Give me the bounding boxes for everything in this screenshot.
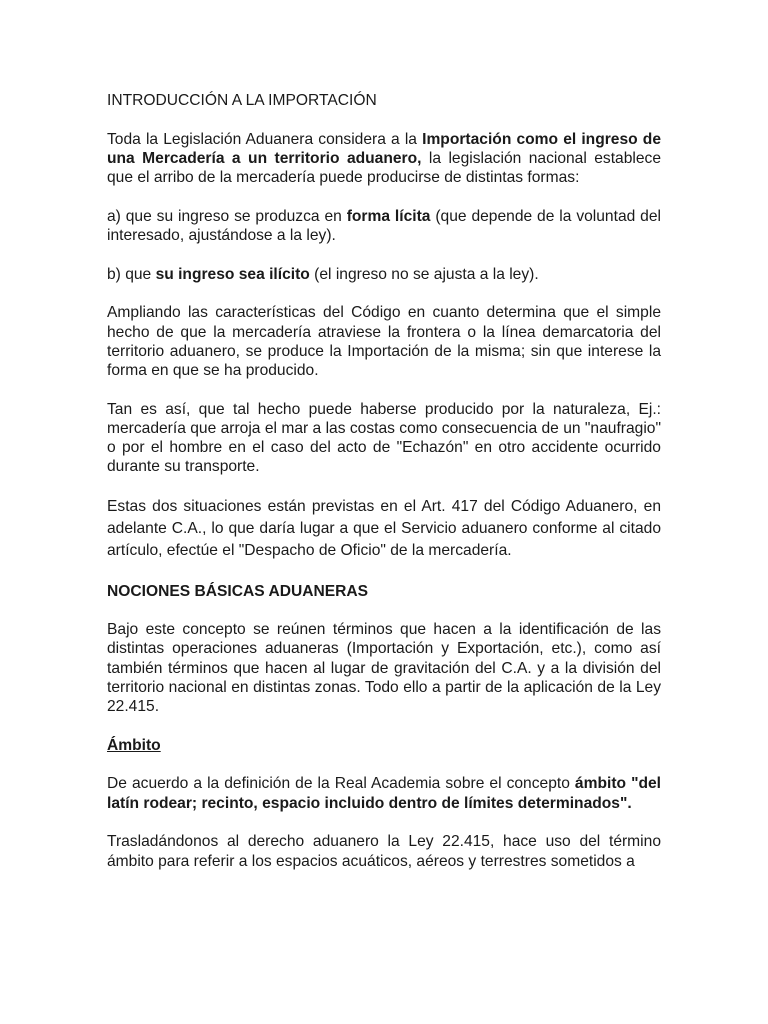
paragraph-art-417: Estas dos situaciones están previstas en el Art. 417 del Código Aduanero, en adelante C.A., lo que daría lugar a que el Servicio aduanero conforme al citado artículo, efectúe el "Despacho de Oficio" de la mercadería. <box>107 498 661 560</box>
document-title: INTRODUCCIÓN A LA IMPORTACIÓN <box>107 92 377 109</box>
document-page <box>107 91 661 890</box>
section-heading-text: NOCIONES BÁSICAS ADUANERAS <box>107 582 369 600</box>
bold-text: ámbito "del latín rodear; recinto, espacio incluido dentro de límites determinados". <box>107 775 661 812</box>
paragraph-importacion-definicion <box>107 130 661 188</box>
subheading <box>107 736 661 755</box>
paragraph-ampliando: Ampliando las características del Código en cuanto determina que el simple hecho de que la mercadería atraviese la frontera o la línea demarcatoria del territorio aduanero, se produce la Importación de la misma; sin que interese la forma en que se ha producido. <box>107 304 661 380</box>
paragraph-text: (que depende de la voluntad del interesado, ajustándose a la ley). <box>107 207 661 245</box>
paragraph-trasladandonos: Trasladándonos al derecho aduanero la Ley 22.415, hace uso del término ámbito para referir a los espacios acuáticos, aéreos y terrestres sometidos a <box>107 833 661 870</box>
paragraph-ingreso-ilicito <box>107 265 661 284</box>
bold-text: Importación como el ingreso de una Mercadería a un territorio aduanero, <box>107 130 661 167</box>
paragraph-text: b) que <box>107 265 156 283</box>
paragraph-nociones: Bajo este concepto se reúnen términos que hacen a la identificación de las distintas operaciones aduaneras (Importación y Exportación, etc.), como así también términos que hacen al lugar de gravitación del C.A. y a la división del territorio nacional en distintas zonas. Todo ello a partir de la aplicación de la Ley 22.415. <box>107 621 661 716</box>
paragraph-text: a) que su ingreso se produzca en <box>107 207 347 225</box>
paragraph-text: la legislación nacional establece que el arribo de la mercadería puede producirse de distintas formas: <box>107 149 661 187</box>
subheading-text: Ámbito <box>107 736 161 754</box>
bold-text: su ingreso sea ilícito <box>155 265 310 283</box>
paragraph-forma-licita <box>107 207 661 245</box>
paragraph-naturaleza: Tan es así, que tal hecho puede haberse producido por la naturaleza, Ej.: mercadería que arroja el mar a las costas como consecuencia de un "naufragio" o por el hombre en el caso del acto de "Echazón" en otro accidente ocurrido durante su transporte. <box>107 400 661 476</box>
paragraph-text: De acuerdo a la definición de la Real Academia sobre el concepto <box>107 775 575 793</box>
bold-text: forma lícita <box>346 207 431 225</box>
paragraph-text: Toda la Legislación Aduanera considera a la <box>107 130 423 148</box>
section-heading <box>107 582 661 601</box>
paragraph-ambito-definicion <box>107 774 661 812</box>
paragraph-text: (el ingreso no se ajusta a la ley). <box>309 265 539 283</box>
